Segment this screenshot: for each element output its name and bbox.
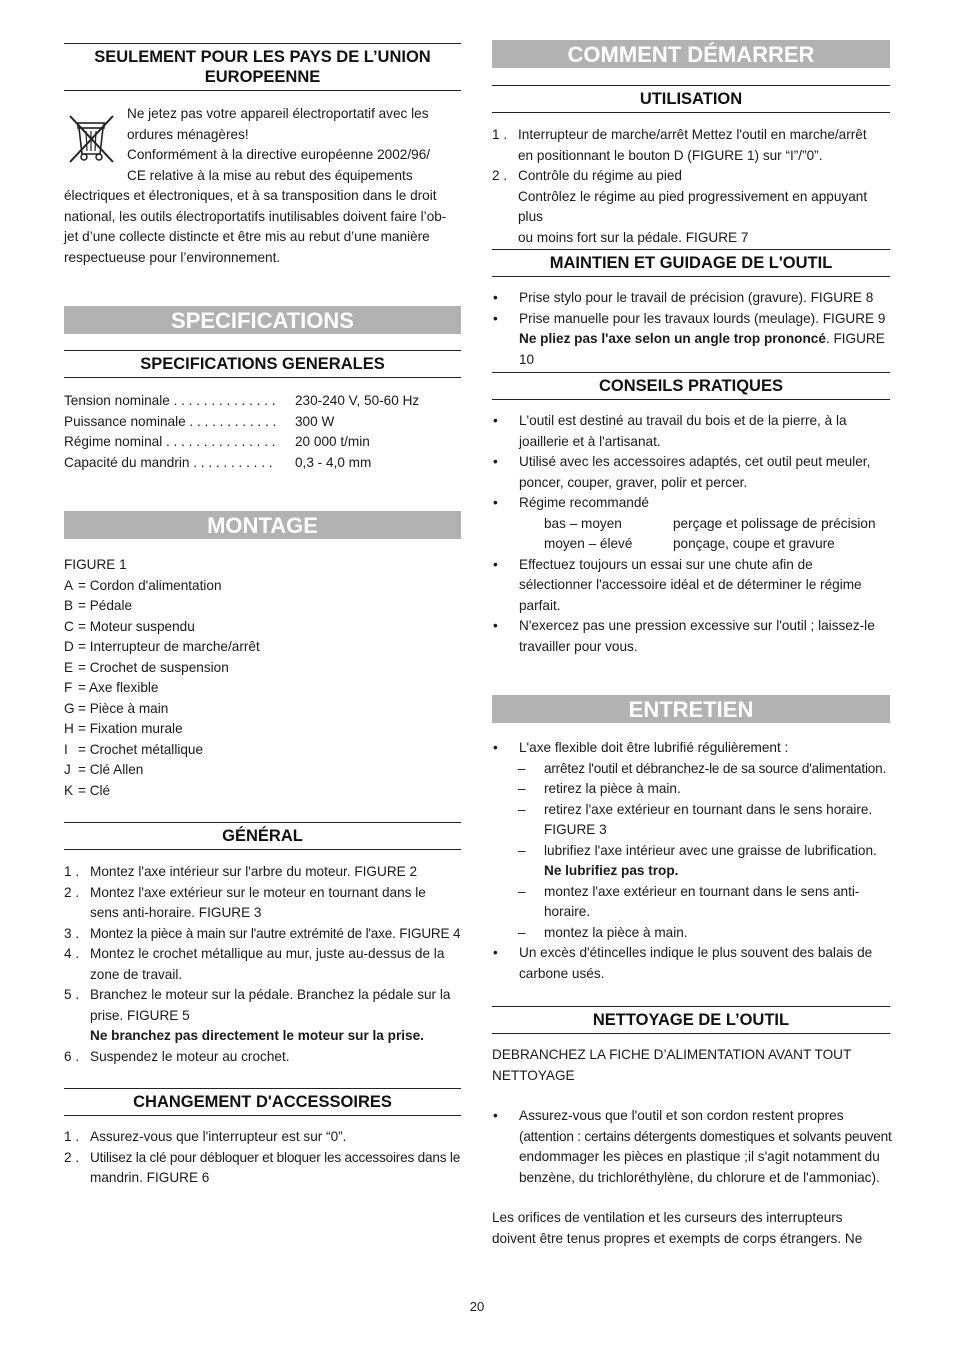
item-text: joaillerie et à l'artisanat. <box>519 433 661 449</box>
legend-item <box>64 740 461 761</box>
item-text: Interrupteur de marche/arrêt Mettez l'outil en marche/arrêt <box>518 127 867 142</box>
legend-value: = Axe flexible <box>78 680 159 695</box>
legend-key: A <box>64 577 74 593</box>
item-number: 2 . <box>492 168 508 183</box>
legend-item <box>64 658 461 679</box>
spec-row <box>64 432 461 453</box>
bullet: • <box>493 310 498 326</box>
eu-heading-line1: SEULEMENT POUR LES PAYS DE L’UNION <box>94 48 431 66</box>
dash: – <box>518 924 526 940</box>
list-item <box>64 1127 461 1148</box>
figure-1-legend <box>64 555 461 801</box>
list-item <box>492 555 890 617</box>
regime-speed: moyen – élevé <box>544 536 633 551</box>
nettoyage-body <box>492 1045 890 1249</box>
item-text: Effectuez toujours un essai sur une chute afin de <box>519 556 813 572</box>
specifications-generales-heading: SPECIFICATIONS GENERALES <box>64 350 461 378</box>
general-heading: GÉNÉRAL <box>64 822 461 850</box>
eu-heading-line2: EUROPEENNE <box>204 68 321 86</box>
nettoyage-heading: NETTOYAGE DE L’OUTIL <box>492 1006 890 1034</box>
bullet: • <box>493 618 498 633</box>
specifications-band: SPECIFICATIONS <box>64 306 461 334</box>
crossed-out-wheelie-bin-icon <box>67 112 117 164</box>
legend-item <box>64 781 461 802</box>
item-text: benzène, du trichloréthylène, du chlorure et de l'ammoniac). <box>519 1169 880 1185</box>
eu-text-line: électriques et électroniques, et à sa transposition dans le droit <box>64 188 437 203</box>
legend-value: = Clé Allen <box>78 762 144 777</box>
sub-item <box>492 841 890 882</box>
list-item <box>492 166 890 248</box>
item-text: carbone usés. <box>519 965 605 981</box>
bullet: • <box>493 945 498 960</box>
legend-key: B <box>64 598 74 613</box>
bullet: • <box>493 413 498 428</box>
list-item <box>64 985 461 1047</box>
warning-text: Ne pliez pas l'axe selon un angle trop prononcé <box>519 331 826 346</box>
item-number: 1 . <box>64 864 80 879</box>
legend-item <box>64 760 461 781</box>
sub-item <box>492 923 890 944</box>
eu-text-line: respectueuse pour l’environnement. <box>64 249 281 265</box>
item-number: 2 . <box>64 884 80 900</box>
bullet: • <box>493 290 498 305</box>
eu-text-line: Conformément à la directive européenne 2002/96/ <box>127 147 431 162</box>
legend-key: F <box>64 680 73 695</box>
spec-label: Tension nominale . . . . . . . . . . . . . . <box>64 393 276 408</box>
general-list <box>64 862 461 1067</box>
legend-item <box>64 699 461 720</box>
conseils-pratiques-heading: CONSEILS PRATIQUES <box>492 372 890 400</box>
item-text: retirez la pièce à main. <box>544 781 681 796</box>
item-number: 1 . <box>492 127 508 142</box>
eu-text-line: jet d’une collecte distincte et être mis au rebut d’une manière <box>64 229 430 244</box>
item-text: (attention : certains détergents domestiques et solvants peuvent <box>519 1128 892 1144</box>
item-text: Prise manuelle pour les travaux lourds (meulage). FIGURE 9 <box>519 310 886 326</box>
item-text: FIGURE 3 <box>544 822 607 837</box>
legend-value: = Fixation murale <box>78 721 183 736</box>
item-text: montez l'axe extérieur en tournant dans le sens anti- <box>544 883 860 899</box>
sub-item <box>492 759 890 780</box>
item-text: arrêtez l'outil et débranchez-le de sa source d'alimentation. <box>544 760 887 776</box>
legend-value: = Cordon d'alimentation <box>78 577 222 593</box>
list-item <box>64 862 461 883</box>
item-number: 4 . <box>64 946 80 961</box>
utilisation-heading: UTILISATION <box>492 85 890 113</box>
regime-row <box>492 514 890 535</box>
spec-label: Capacité du mandrin . . . . . . . . . . . <box>64 454 273 470</box>
item-text: zone de travail. <box>90 966 183 982</box>
item-number: 1 . <box>64 1129 80 1144</box>
bullet: • <box>493 556 498 572</box>
eu-text-line: Ne jetez pas votre appareil électroportatif avec les <box>127 106 429 121</box>
accessoires-list <box>64 1127 461 1189</box>
changement-accessoires-heading: CHANGEMENT D'ACCESSOIRES <box>64 1088 461 1116</box>
regime-use: perçage et polissage de précision <box>673 515 876 531</box>
item-text: poncer, couper, graver, polir et percer. <box>519 474 748 490</box>
legend-item <box>64 719 461 740</box>
item-number: 2 . <box>64 1149 80 1165</box>
item-text: Assurez-vous que l'interrupteur est sur “0”. <box>90 1129 347 1144</box>
list-item <box>64 1148 461 1189</box>
regime-row <box>492 534 890 555</box>
item-text: Contrôle du régime au pied <box>518 168 682 183</box>
legend-value: = Pédale <box>78 598 133 613</box>
legend-key: G <box>64 700 75 716</box>
item-number: 3 . <box>64 925 80 941</box>
legend-value: = Interrupteur de marche/arrêt <box>78 639 260 654</box>
list-item <box>492 943 890 984</box>
item-text: horaire. <box>544 904 591 919</box>
item-text: retirez l'axe extérieur en tournant dans le sens horaire. <box>544 801 873 817</box>
item-number: 5 . <box>64 987 80 1002</box>
item-text: Montez le crochet métallique au mur, juste au-dessus de la <box>90 946 445 961</box>
item-text: Montez la pièce à main sur l'autre extrémité de l'axe. FIGURE 4 <box>90 925 461 941</box>
item-text: Contrôlez le régime au pied progressivement en appuyant plus <box>518 188 868 224</box>
dash: – <box>518 760 526 776</box>
list-item <box>64 944 461 985</box>
legend-key: I <box>64 741 68 757</box>
item-number: 6 . <box>64 1048 80 1064</box>
regime-use: ponçage, coupe et gravure <box>673 536 835 551</box>
legend-item <box>64 576 461 597</box>
bullet: • <box>493 1108 498 1123</box>
legend-item <box>64 596 461 617</box>
legend-value: = Crochet métallique <box>78 741 204 757</box>
sub-item <box>492 882 890 923</box>
dash: – <box>518 842 526 858</box>
regime-speed: bas – moyen <box>544 515 622 531</box>
comment-demarrer-band: COMMENT DÉMARRER <box>492 40 890 68</box>
dash: – <box>518 801 526 817</box>
spec-row <box>64 412 461 433</box>
item-text: Utilisé avec les accessoires adaptés, cet outil peut meuler, <box>519 454 871 469</box>
list-item <box>492 738 890 759</box>
list-item <box>492 452 890 493</box>
list-item <box>64 1047 461 1068</box>
list-item <box>492 616 890 657</box>
body-text: Les orifices de ventilation et les curseurs des interrupteurs <box>492 1210 843 1225</box>
item-text: . FIGURE 10 <box>519 331 885 367</box>
bullet: • <box>493 740 498 755</box>
item-text: parfait. <box>519 597 561 613</box>
item-text: Montez l'axe extérieur sur le moteur en tournant dans le <box>90 884 426 900</box>
item-text: Branchez le moteur sur la pédale. Branchez la pédale sur la <box>90 987 451 1002</box>
bullet: • <box>493 495 498 510</box>
entretien-list <box>492 738 890 984</box>
legend-value: = Crochet de suspension <box>78 659 229 675</box>
legend-item <box>64 617 461 638</box>
item-text: Suspendez le moteur au crochet. <box>90 1048 290 1064</box>
eu-text-line: CE relative à la mise au rebut des équipements <box>127 167 413 183</box>
item-text: L'outil est destiné au travail du bois et de la pierre, à la <box>519 413 847 428</box>
dash: – <box>518 781 526 796</box>
item-text: Régime recommandé <box>519 495 649 510</box>
item-text: sélectionner l'accessoire idéal et de déterminer le régime <box>519 577 862 592</box>
spec-label: Régime nominal . . . . . . . . . . . . . . . <box>64 434 276 449</box>
caution-text: NETTOYAGE <box>492 1067 575 1083</box>
list-item <box>492 125 890 166</box>
legend-item <box>64 678 461 699</box>
legend-key: J <box>64 762 71 777</box>
conseils-list <box>492 411 890 657</box>
dash: – <box>518 883 526 899</box>
maintien-guidage-heading: MAINTIEN ET GUIDAGE DE L'OUTIL <box>492 249 890 277</box>
eu-text-line: national, les outils électroportatifs inutilisables doivent faire l’ob- <box>64 208 447 224</box>
legend-value: = Moteur suspendu <box>78 618 195 634</box>
legend-key: H <box>64 721 74 736</box>
eu-heading <box>64 43 461 91</box>
item-text: Un excès d'étincelles indique le plus souvent des balais de <box>519 945 873 960</box>
legend-value: = Clé <box>78 782 111 798</box>
item-text: lubrifiez l'axe intérieur avec une graisse de lubrification. <box>544 842 877 858</box>
spec-value: 230-240 V, 50-60 Hz <box>295 393 420 408</box>
item-text: ou moins fort sur la pédale. FIGURE 7 <box>518 229 749 245</box>
list-item <box>492 411 890 452</box>
list-item <box>64 883 461 924</box>
legend-key: C <box>64 618 74 634</box>
item-text: en positionnant le bouton D (FIGURE 1) sur “I”/”0”. <box>518 147 823 163</box>
spec-label: Puissance nominale . . . . . . . . . . . . <box>64 413 277 429</box>
legend-key: E <box>64 659 74 675</box>
eu-text-line: ordures ménagères! <box>127 126 249 142</box>
item-text: Assurez-vous que l'outil et son cordon restent propres <box>519 1108 844 1123</box>
list-item <box>492 1106 890 1188</box>
list-item <box>492 493 890 514</box>
sub-item <box>492 800 890 841</box>
spec-row <box>64 453 461 474</box>
item-text: montez la pièce à main. <box>544 924 688 940</box>
item-text: endommager les pièces en plastique ;il s'agit notamment du <box>519 1149 880 1164</box>
item-text: mandrin. FIGURE 6 <box>90 1170 210 1185</box>
list-item <box>492 309 890 371</box>
body-text: doivent être tenus propres et exempts de corps étrangers. Ne <box>492 1230 863 1246</box>
utilisation-list <box>492 125 890 248</box>
page-number: 20 <box>469 1299 485 1314</box>
maintien-list <box>492 288 890 370</box>
bullet: • <box>493 454 498 469</box>
warning-text: Ne branchez pas directement le moteur sur la prise. <box>90 1028 424 1043</box>
entretien-band: ENTRETIEN <box>492 695 890 723</box>
list-item <box>492 288 890 309</box>
item-text: sens anti-horaire. FIGURE 3 <box>90 905 262 920</box>
spec-table <box>64 391 461 473</box>
spec-value: 20 000 t/min <box>295 434 370 449</box>
eu-notice <box>64 104 461 268</box>
item-text: travailler pour vous. <box>519 638 638 654</box>
legend-item <box>64 637 461 658</box>
warning-text: Ne lubrifiez pas trop. <box>544 863 679 878</box>
item-text: Montez l'axe intérieur sur l'arbre du moteur. FIGURE 2 <box>90 864 418 879</box>
item-text: N'exercez pas une pression excessive sur l'outil ; laissez-le <box>519 618 875 633</box>
sub-item <box>492 779 890 800</box>
legend-key: D <box>64 639 74 654</box>
caution-text: DEBRANCHEZ LA FICHE D’ALIMENTATION AVANT TOUT <box>492 1047 852 1062</box>
spec-row <box>64 391 461 412</box>
item-text: prise. FIGURE 5 <box>90 1007 190 1023</box>
legend-value: = Pièce à main <box>78 700 169 716</box>
montage-band: MONTAGE <box>64 511 461 539</box>
legend-key: K <box>64 782 74 798</box>
list-item <box>64 924 461 945</box>
item-text: Prise stylo pour le travail de précision (gravure). FIGURE 8 <box>519 290 874 305</box>
figure-label: FIGURE 1 <box>64 557 127 572</box>
spec-value: 300 W <box>295 413 335 429</box>
item-text: L'axe flexible doit être lubrifié régulièrement : <box>519 740 789 755</box>
spec-value: 0,3 - 4,0 mm <box>295 454 372 470</box>
item-text: Utilisez la clé pour débloquer et bloquer les accessoires dans le <box>90 1149 461 1165</box>
